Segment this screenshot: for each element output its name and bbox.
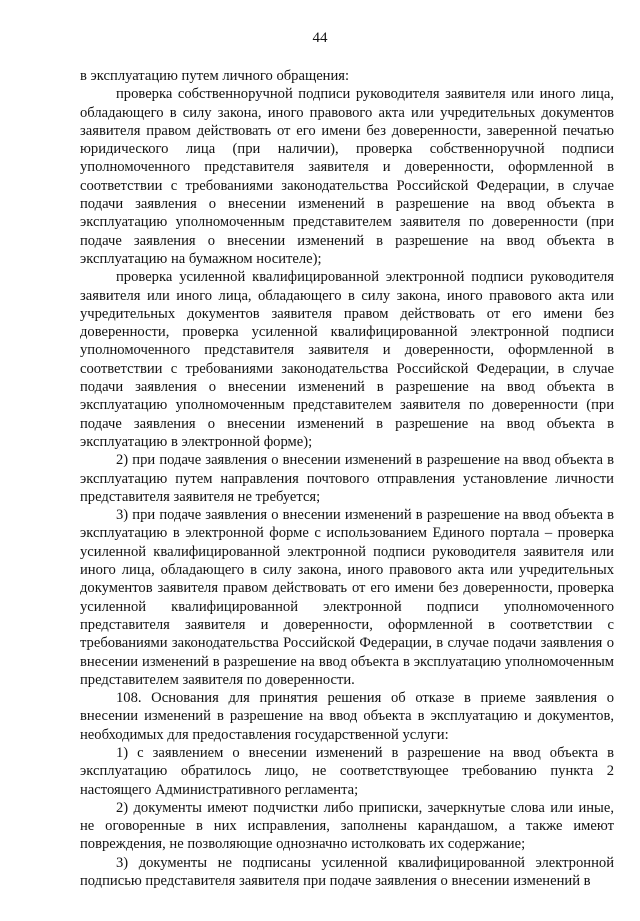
paragraph-refusal-item-3: 3) документы не подписаны усиленной квалифицированной электронной подписью представителя заявителя при подаче заявления о внесении изменений в <box>80 854 614 890</box>
document-body <box>80 67 614 890</box>
paragraph-item-3-electronic: 3) при подаче заявления о внесении изменений в разрешение на ввод объекта в эксплуатацию в электронной форме с использованием Единого портала – проверка усиленной квалифицированной электронной подписи руководителя заявителя или иного лица, обладающего в силу закона, иного правового акта или учредительных документов заявителя правом действовать от его имени без доверенности, проверка усиленной квалифицированной электронной подписи уполномоченного представителя заявителя и доверенности, оформленной в соответствии с требованиями законодательства Российской Федерации, в случае подачи заявления о внесении изменений в разрешение на ввод объекта в эксплуатацию уполномоченным представителем заявителя по доверенности. <box>80 507 614 688</box>
paragraph-refusal-item-2: 2) документы имеют подчистки либо приписки, зачеркнутые слова или иные, не оговоренные в них исправления, заполнены карандашом, а также имеют повреждения, не позволяющие однозначно истолковать их содержание; <box>80 799 614 853</box>
paragraph-continuation: в эксплуатацию путем личного обращения: <box>80 68 350 84</box>
paragraph-section-108: 108. Основания для принятия решения об отказе в приеме заявления о внесении изменений в разрешение на ввод объекта в эксплуатацию и документов, необходимых для предоставления государственной услуги: <box>80 690 614 743</box>
paragraph-item-2-postal: 2) при подаче заявления о внесении изменений в разрешение на ввод объекта в эксплуатацию путем направления почтового отправления установление личности представителя заявителя не требуется; <box>80 452 614 505</box>
paragraph-electronic-signature-check: проверка усиленной квалифицированной электронной подписи руководителя заявителя или иного лица, обладающего в силу закона, иного правового акта или учредительных документов заявителя правом действовать от его имени без доверенности, проверка усиленной квалифицированной электронной подписи уполномоченного представителя заявителя и доверенности, оформленной в соответствии с требованиями законодательства Российской Федерации, в случае подачи заявления о внесении изменений в разрешение на ввод объекта в эксплуатацию уполномоченным представителем заявителя по доверенности (при подаче заявления о внесении изменений в разрешение на ввод объекта в эксплуатацию в электронной форме); <box>80 269 614 450</box>
paragraph-handwritten-signature-check: проверка собственноручной подписи руководителя заявителя или иного лица, обладающего в силу закона, иного правового акта или учредительных документов заявителя правом действовать от его имени без доверенности, заверенной печатью юридического лица (при наличии), проверка собственноручной подписи уполномоченного представителя заявителя и доверенности, оформленной в соответствии с требованиями законодательства Российской Федерации, в случае подачи заявления о внесении изменений в разрешение на ввод объекта в эксплуатацию уполномоченным представителем заявителя по доверенности (при подаче заявления о внесении изменений в разрешение на ввод объекта в эксплуатацию на бумажном носителе); <box>80 86 614 267</box>
paragraph-refusal-item-1: 1) с заявлением о внесении изменений в разрешение на ввод объекта в эксплуатацию обратилось лицо, не соответствующее требованию пункта 2 настоящего Административного регламента; <box>80 744 614 798</box>
page-number: 44 <box>312 30 328 46</box>
